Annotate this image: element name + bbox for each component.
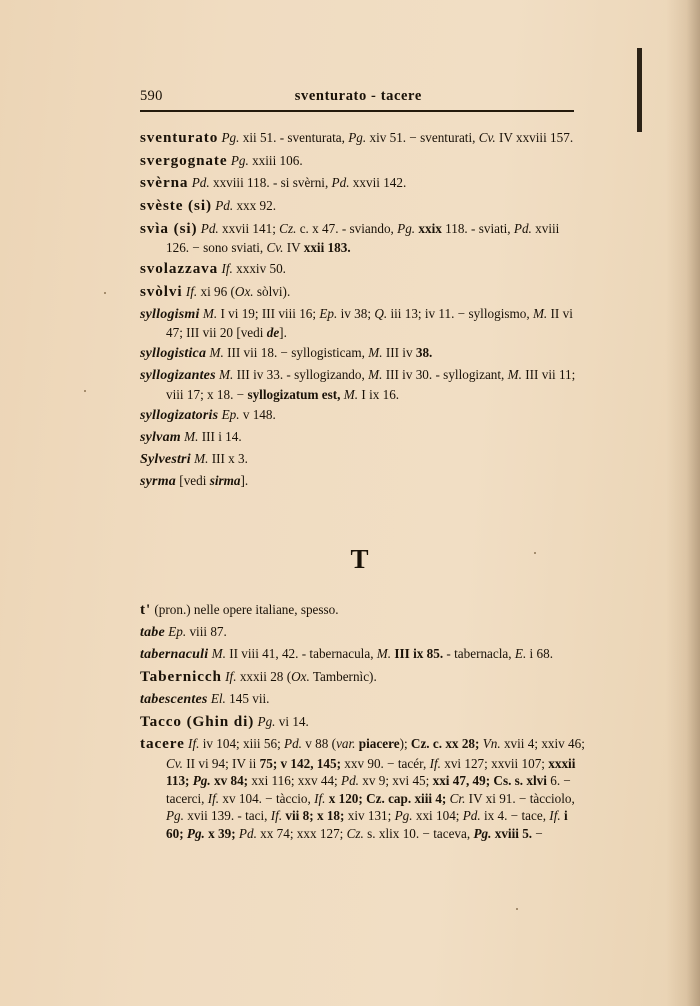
dictionary-entry	[140, 428, 580, 448]
entry-references: Pg. vi 14.	[257, 713, 309, 729]
dictionary-entry	[140, 472, 580, 492]
entry-references: Pd. xxvii 141; Cz. c. x 47. - sviando, Pg. xxix 118. - sviati, Pd. xviii 126. − sono sviati, Cv. IV xxii 183.	[166, 220, 560, 256]
entry-headword: syllogismi	[140, 306, 200, 322]
entry-headword: sylvam	[140, 430, 181, 446]
entry-references: M. III i 14.	[184, 429, 242, 445]
dictionary-entry	[140, 219, 580, 257]
entry-headword: svèste (si)	[140, 197, 212, 215]
entry-headword: svolazzava	[140, 260, 219, 278]
page-header	[140, 88, 570, 105]
entry-references: M. III vii 18. − syllogisticam, M. III iv 38.	[209, 345, 433, 361]
entry-list-t	[140, 600, 586, 845]
dictionary-entry	[140, 344, 580, 364]
dictionary-entry	[140, 450, 580, 470]
entry-headword: Tabernicch	[140, 667, 222, 685]
entry-headword: sventurato	[140, 129, 219, 146]
entry-references: Ep. v 148.	[221, 407, 276, 422]
entry-references: If. xi 96 (Ox. sòlvi).	[185, 283, 291, 299]
dictionary-entry	[140, 667, 586, 687]
entry-headword: tabe	[140, 624, 165, 640]
speck	[84, 390, 86, 392]
dictionary-entry	[140, 151, 580, 171]
speck	[516, 908, 518, 910]
page-edge-shadow	[666, 0, 700, 1006]
entry-references: Pg. xxiii 106.	[230, 152, 303, 168]
dictionary-entry	[140, 712, 586, 732]
entry-headword: svìa (si)	[140, 219, 198, 237]
entry-references: If. iv 104; xiii 56; Pd. v 88 (var. piacere); Cz. c. xx 28; Vn. xvii 4; xxiv 46; Cv. II vi 94; IV ii 75; v 142, 145; xxv 90. − tacér, If. xvi 127; xxvii 107; xxxii 113; Pg. xv 84; xxi 116; xxv 44; Pd. xv 9; xvi 45; xxi 47, 49; Cs. s. xlvi 6. − tacerci, If. xv 104. − tàccio, If. x 120; Cz. cap. xiii 4; Cr. IV xi 91. − tàcciolo, Pg. xvii 139. - taci, If. vii 8; x 18; xiv 131; Pg. xxi 104; Pd. ix 4. − tace, If. i 60; Pg. x 39; Pd. xx 74; xxx 127; Cz. s. xlix 10. − taceva, Pg. xviii 5. −	[166, 736, 585, 841]
entry-references: (pron.) nelle opere italiane, spesso.	[151, 602, 339, 617]
dictionary-entry	[140, 366, 580, 403]
entry-headword: syrma	[140, 474, 176, 490]
speck	[104, 292, 106, 294]
entry-references: Pd. xxx 92.	[215, 198, 277, 214]
entry-headword: syllogistica	[140, 346, 207, 362]
dictionary-entry	[140, 196, 580, 216]
entry-references: M. III x 3.	[194, 451, 248, 467]
dictionary-entry	[140, 690, 586, 710]
entry-references: Pg. xii 51. - sventurata, Pg. xiv 51. − sventurati, Cv. IV xxviii 157.	[221, 130, 574, 145]
dictionary-entry	[140, 406, 580, 426]
entry-references: Ep. viii 87.	[168, 623, 227, 639]
dictionary-entry	[140, 128, 580, 148]
dictionary-entry	[140, 173, 580, 193]
entry-references: El. 145 vii.	[210, 690, 270, 706]
dictionary-entry	[140, 305, 580, 342]
entry-headword: tabernaculi	[140, 646, 209, 662]
entry-headword: Tacco (Ghin di)	[140, 712, 255, 730]
running-head: sventurato - tacere	[294, 88, 422, 104]
entry-list-s	[140, 128, 580, 494]
letter-heading: T	[350, 544, 370, 574]
entry-references: M. I vi 19; III viii 16; Ep. iv 38; Q. iii 13; iv 11. − syllogismo, M. II vi 47; III vii 20 [vedi de].	[166, 305, 573, 341]
dictionary-entry	[140, 259, 580, 279]
entry-references: If. xxxii 28 (Ox. Tambernìc).	[225, 668, 377, 684]
dictionary-entry	[140, 600, 586, 620]
dictionary-entry	[140, 645, 586, 665]
header-rule	[140, 110, 574, 112]
folio-number: 590	[140, 88, 163, 104]
entry-headword: t'	[140, 601, 152, 618]
entry-headword: syllogizantes	[140, 368, 216, 384]
dictionary-entry	[140, 734, 586, 842]
margin-ink-mark	[637, 48, 642, 132]
entry-headword: tacere	[140, 735, 185, 753]
entry-headword: Sylvestri	[140, 452, 191, 468]
entry-headword: svòlvi	[140, 282, 183, 300]
entry-references: [vedi sirma].	[176, 473, 249, 489]
entry-references: M. III iv 33. - syllogizando, M. III iv 30. - syllogizant, M. III vii 11; viii 17; x 18. − syllogizatum est, M. I ix 16.	[166, 367, 576, 402]
entry-headword: svèrna	[140, 174, 189, 192]
entry-headword: svergognate	[140, 151, 228, 169]
entry-headword: tabescentes	[140, 691, 208, 707]
entry-references: If. xxxiv 50.	[221, 261, 286, 277]
dictionary-entry	[140, 282, 580, 302]
entry-headword: syllogizatoris	[140, 408, 219, 423]
entry-references: Pd. xxviii 118. - si svèrni, Pd. xxvii 142.	[191, 175, 407, 191]
entry-references: M. II viii 41, 42. - tabernacula, M. III ix 85. - tabernacla, E. i 68.	[211, 645, 553, 661]
dictionary-entry	[140, 623, 586, 643]
